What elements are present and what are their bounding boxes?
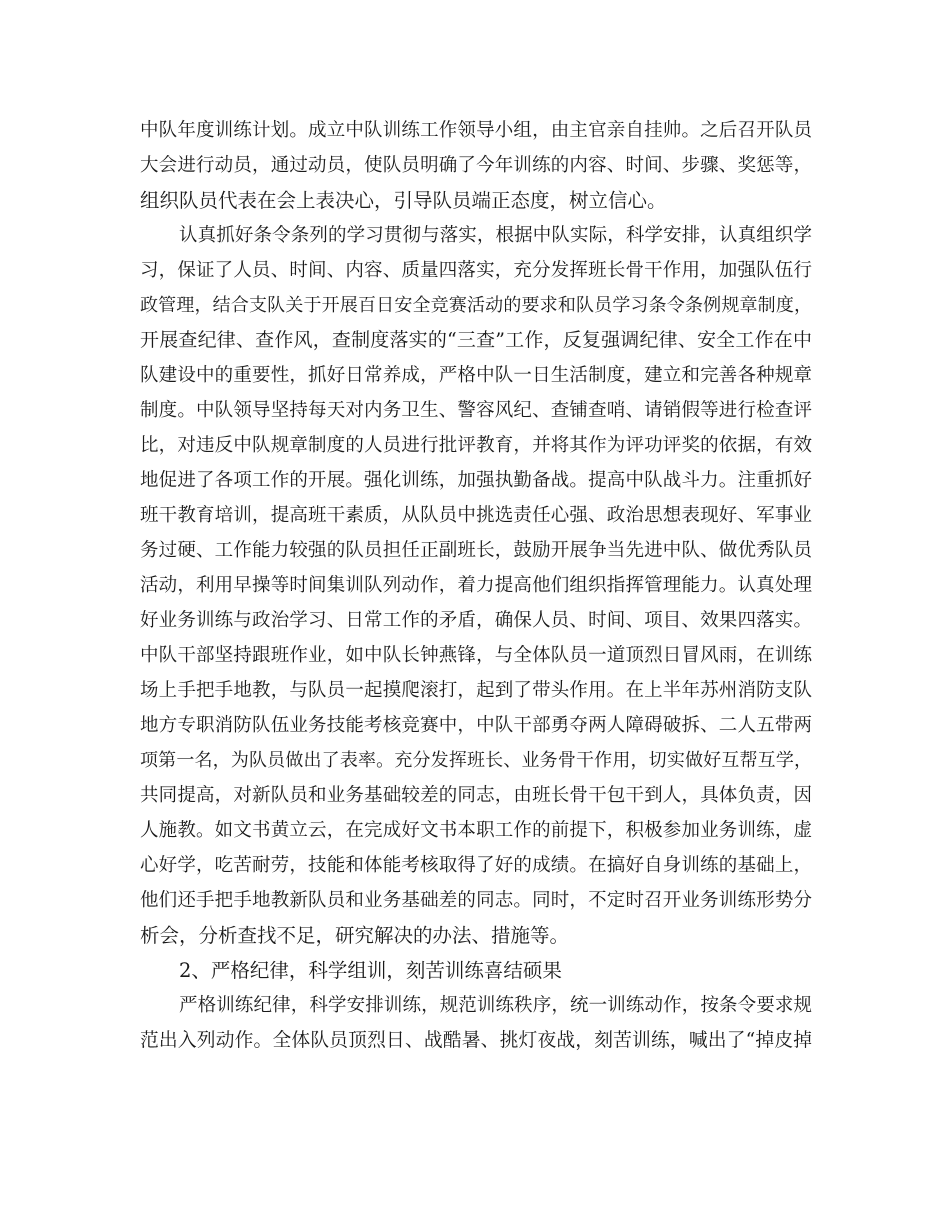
section-heading: 2、严格纪律，科学组训，刻苦训练喜结硕果 (179, 959, 562, 982)
text-line: 项第一名，为队员做出了表率。充分发挥班长、业务骨干作用，切实做好互帮互学， (140, 750, 812, 771)
text-line: 中队干部坚持跟班作业，如中队长钟燕锋，与全体队员一道顶烈日冒风雨，在训练 (140, 645, 812, 666)
text-line: 开展查纪律、查作风，查制度落实的“三查”工作，反复强调纪律、安全工作在中 (140, 329, 812, 351)
document-body (140, 113, 812, 1058)
text-line: 地促进了各项工作的开展。强化训练，加强执勤备战。提高中队战斗力。注重抓好 (140, 470, 812, 491)
text-line: 场上手把手地教，与队员一起摸爬滚打，起到了带头作用。在上半年苏州消防支队 (140, 680, 812, 701)
text-line: 范出入列动作。全体队员顶烈日、战酷暑、挑灯夜战，刻苦训练，喊出了“掉皮掉 (140, 1030, 812, 1051)
text-line: 中队年度训练计划。成立中队训练工作领导小组，由主官亲自挂帅。之后召开队员 (140, 120, 812, 141)
text-line: 比，对违反中队规章制度的人员进行批评教育，并将其作为评功评奖的依据，有效 (140, 435, 812, 456)
text-line: 政管理，结合支队关于开展百日安全竞赛活动的要求和队员学习条令条例规章制度， (140, 295, 812, 316)
text-line: 队建设中的重要性，抓好日常养成，严格中队一日生活制度，建立和完善各种规章 (140, 365, 812, 386)
text-line: 制度。中队领导坚持每天对内务卫生、警容风纪、查铺查哨、请销假等进行检查评 (140, 400, 812, 421)
text-line: 大会进行动员，通过动员，使队员明确了今年训练的内容、时间、步骤、奖惩等， (140, 155, 812, 176)
text-line: 习，保证了人员、时间、内容、质量四落实，充分发挥班长骨干作用，加强队伍行 (140, 260, 812, 281)
text-line: 人施教。如文书黄立云，在完成好文书本职工作的前提下，积极参加业务训练，虚 (140, 820, 812, 841)
text-line: 析会，分析查找不足，研究解决的办法、措施等。 (140, 924, 570, 947)
text-line: 他们还手把手地教新队员和业务基础差的同志。同时，不定时召开业务训练形势分 (140, 890, 812, 911)
text-line: 活动，利用早操等时间集训队列动作，着力提高他们组织指挥管理能力。认真处理 (140, 575, 812, 596)
text-line: 好业务训练与政治学习、日常工作的矛盾，确保人员、时间、项目、效果四落实。 (140, 610, 812, 631)
text-line: 共同提高，对新队员和业务基础较差的同志，由班长骨干包干到人，具体负责，因 (140, 785, 812, 806)
paragraph-start-line: 认真抓好条令条列的学习贯彻与落实，根据中队实际，科学安排，认真组织学 (179, 225, 812, 246)
text-line: 心好学，吃苦耐劳，技能和体能考核取得了好的成绩。在搞好自身训练的基础上， (140, 855, 812, 876)
text-line: 班干教育培训，提高班干素质，从队员中挑选责任心强、政治思想表现好、军事业 (140, 505, 812, 526)
paragraph-start-line: 严格训练纪律，科学安排训练，规范训练秩序，统一训练动作，按条令要求规 (179, 995, 812, 1016)
text-line: 组织队员代表在会上表决心，引导队员端正态度，树立信心。 (140, 189, 667, 212)
text-line: 务过硬、工作能力较强的队员担任正副班长，鼓励开展争当先进中队、做优秀队员 (140, 540, 812, 561)
text-line: 地方专职消防队伍业务技能考核竞赛中，中队干部勇夺两人障碍破拆、二人五带两 (140, 715, 812, 736)
